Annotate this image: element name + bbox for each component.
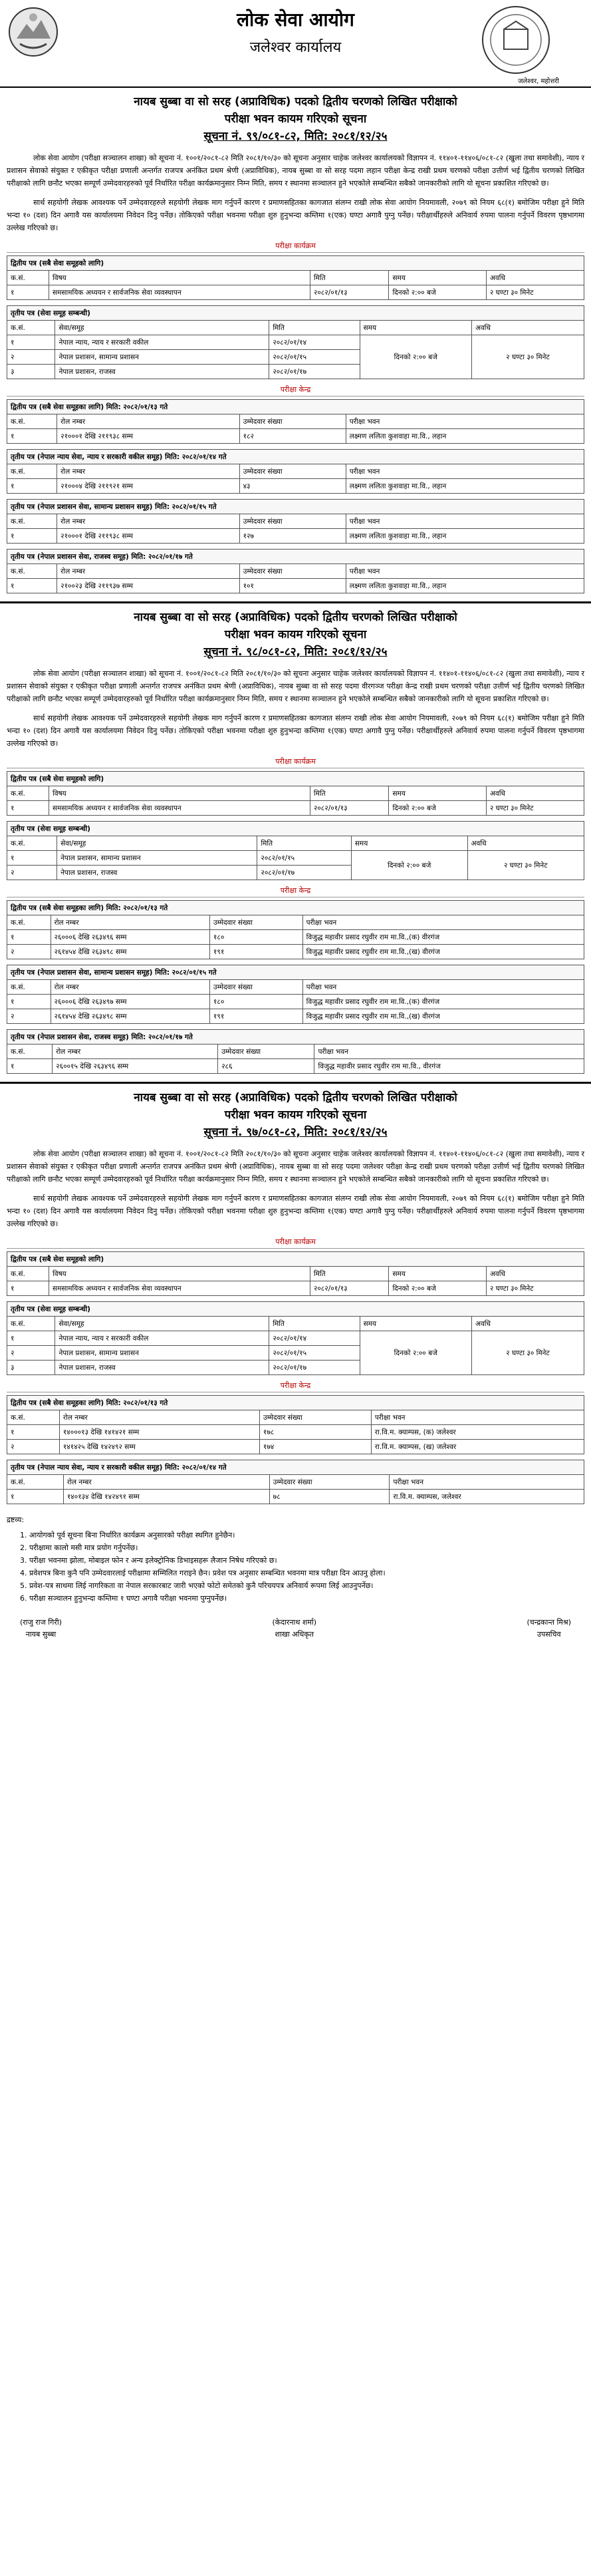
section-row (7, 1396, 584, 1410)
table-cell: क.सं. (7, 786, 49, 801)
table-cell: २ घण्टा ३० मिनेट (486, 801, 584, 816)
table-cell: १४०००१३ देखि १४१४२१ सम्म (59, 1425, 259, 1440)
notice-number: सूचना नं. ९७/०८१-८२, मिति: २०८१/१२/२५ (203, 1126, 388, 1139)
table-cell: तृतीय पत्र (नेपाल प्रशासन सेवा, राजस्व समूह) मिति: २०८२/०१/१७ गते (7, 1030, 584, 1045)
table-cell: उम्मेदवार संख्या (209, 915, 302, 930)
signature-title: उपसचिव (536, 1630, 561, 1639)
schedule-table-paper3 (7, 821, 584, 880)
table-cell: परीक्षा भवन (302, 915, 584, 930)
table-row (7, 529, 584, 544)
table-cell: १ (7, 1425, 60, 1440)
section-row (7, 965, 584, 980)
notices-container (0, 88, 591, 1504)
table-cell: विजुद्ध महावीर प्रसाद रघुवीर राम मा.वि.,(क) वीरगंज (302, 930, 584, 945)
table-cell: २ घण्टा ३० मिनेट (486, 1281, 584, 1296)
table-cell: उम्मेदवार संख्या (239, 414, 346, 429)
table-cell: विजुद्ध महावीर प्रसाद रघुवीर राम मा.वि.,(ख) वीरगंज (302, 945, 584, 959)
note-item: 2. परीक्षामा कालो मसी मात्र प्रयोग गर्नुपर्नेछ। (29, 1541, 584, 1554)
table-cell: २०८२/०१/१७ (269, 1361, 360, 1375)
table-cell: १७८ (259, 1425, 371, 1440)
note-item: 6. परीक्षा सञ्चालन हुनुभन्दा कम्तिमा १ घण्टा अगावै परीक्षा भवनमा पुग्नुपर्नेछ। (29, 1592, 584, 1605)
table-cell: रोल नम्बर (57, 564, 239, 579)
table-cell: १७४ (259, 1440, 371, 1454)
table-row (7, 335, 584, 350)
table-cell: विजुद्ध महावीर प्रसाद रघुवीर राम मा.वि., वीरगंज (314, 1059, 584, 1074)
table-cell: २०८२/०१/१४ (269, 1331, 360, 1346)
table-cell: उम्मेदवार संख्या (269, 1475, 390, 1490)
table-cell: सेवा/समूह (57, 836, 257, 851)
table-cell: २८६ (218, 1059, 314, 1074)
header-row (7, 1045, 584, 1059)
table-cell: २०८२/०१/१५ (269, 1346, 360, 1361)
table-row (7, 1331, 584, 1346)
table-cell: १ (7, 479, 57, 494)
table-cell: परीक्षा भवन (346, 564, 584, 579)
signature (527, 1617, 571, 1641)
header-row (7, 980, 584, 995)
table-cell: २०८२/०१/१५ (257, 851, 351, 866)
notes-list (7, 1529, 584, 1605)
table-cell: क.सं. (7, 514, 57, 529)
table-cell: २१०००१ देखि २११९३८ सम्म (57, 529, 239, 544)
table-cell: समय (351, 836, 467, 851)
section-row (7, 256, 584, 271)
table-cell: तृतीय पत्र (नेपाल न्याय सेवा, न्याय र सरकारी वकील समूह) मिति: २०८२/०१/१४ गते (7, 1460, 584, 1475)
table-cell: तृतीय पत्र (नेपाल प्रशासन सेवा, राजस्व समूह) मिति: २०८२/०१/१७ गते (7, 550, 584, 564)
table-cell: क.सं. (7, 980, 51, 995)
table-cell: विषय (49, 786, 310, 801)
table-cell: परीक्षा भवन (302, 980, 584, 995)
header (0, 0, 591, 88)
table-cell: नेपाल प्रशासन, सामान्य प्रशासन (55, 1346, 269, 1361)
table-cell: नेपाल प्रशासन, सामान्य प्रशासन (57, 851, 257, 866)
table-cell: दिनको २:०० बजे (389, 1281, 486, 1296)
exam-center-heading: परीक्षा केन्द्र (7, 385, 584, 397)
table-cell: दिनको २:०० बजे (389, 285, 486, 300)
table-cell: उम्मेदवार संख्या (239, 464, 346, 479)
section-row (7, 450, 584, 464)
table-cell: २०८२/०१/१७ (257, 866, 351, 880)
table-cell: २६१४५४ देखि २६३४९८ सम्म (51, 945, 209, 959)
table-cell: द्वितीय पत्र (सबै सेवा समूहका लागि) मिति: २०८२/०१/१३ गते (7, 901, 584, 915)
table-cell: १ (7, 851, 57, 866)
table-cell: उम्मेदवार संख्या (239, 514, 346, 529)
table-cell: १ (7, 285, 49, 300)
office-subtitle: जलेश्वर कार्यालय (249, 39, 342, 56)
header-row (7, 1267, 584, 1281)
notice-3 (0, 1084, 591, 1504)
table-cell: क.सं. (7, 1045, 53, 1059)
section-row (7, 400, 584, 414)
table-cell: तृतीय पत्र (नेपाल प्रशासन सेवा, सामान्य प्रशासन समूह) मिति: २०८२/०१/१५ गते (7, 965, 584, 980)
table-cell: २ (7, 866, 57, 880)
table-cell: द्वितीय पत्र (सबै सेवा समूहका लागि) मिति: २०८२/०१/१३ गते (7, 400, 584, 414)
schedule-heading: परीक्षा कार्यक्रम (7, 241, 584, 253)
table-cell: मिति (310, 271, 389, 285)
notice-subtitle: परीक्षा भवन कायम गरिएको सूचना (224, 1108, 367, 1122)
psc-seal-icon (481, 5, 551, 75)
header-row (7, 915, 584, 930)
table-cell: मिति (310, 786, 389, 801)
table-cell: १८२ (239, 429, 346, 444)
notice-paragraph: लोक सेवा आयोग (परीक्षा सञ्चालन शाखा) को सूचना नं. १००१/२०८१-८२ मिति २०८१/१०/३० को सूचना अनुसार चाहेक जलेश्वर कार्यालयको विज्ञापन नं. ११४०१-११४०६/०८१-८२ (खुला तथा समावेशी), न्याय र प्रशासन सेवाको संयुक्त र एकीकृत परीक्षा प्रणाली अन्तर्गत राजपत्र अनंकित प्रथम श्रेणी (अप्राविधिक), नायब सुब्बा वा सो सरह पदमा वीरगञ्ज परीक्षा केन्द्र राखी प्रथम चरणको परीक्षा उत्तीर्ण भई द्वितीय चरणको लिखित परीक्षाको लागि छनौट भएका सम्पूर्ण उम्मेदवारहरुको पूर्व निर्धारित परीक्षा कार्यक्रमानुसार निम्न मिति, समय र स्थानमा सञ्चालन हुने भएकोले सम्बन्धित सबैको जानकारीको लागि यो सूचना प्रकाशित गरिएको छ। (7, 669, 584, 703)
table-cell: समसामयिक अध्ययन र सार्वजनिक सेवा व्यवस्थापन (49, 1281, 310, 1296)
note-item: 3. परीक्षा भवनमा झोला, मोबाइल फोन र अन्य इलेक्ट्रोनिक डिभाइसहरू लैजान निषेध गरिएको छ। (29, 1554, 584, 1567)
table-cell: नेपाल न्याय, न्याय र सरकारी वकील (55, 1331, 269, 1346)
table-cell: अवधि (486, 786, 584, 801)
table-cell: २६००१५ देखि २६३४९६ सम्म (53, 1059, 218, 1074)
section-row (7, 1252, 584, 1267)
hall-table (7, 499, 584, 544)
table-cell: २१०००४ देखि २११९२१ सम्म (57, 479, 239, 494)
table-cell: ७८ (269, 1490, 390, 1504)
table-row (7, 1281, 584, 1296)
table-row (7, 1490, 584, 1504)
note-item: 5. प्रवेश-पत्र साथमा लिई नागरिकता वा नेपाल सरकारबाट जारी भएको फोटो समेतको कुनै परिचयपत्र अनिवार्य रूपमा लिई आउनुपर्नेछ। (29, 1579, 584, 1592)
header-row (7, 464, 584, 479)
hall-table (7, 549, 584, 593)
table-cell: मिति (257, 836, 351, 851)
exam-center-heading: परीक्षा केन्द्र (7, 886, 584, 897)
table-cell: समय (360, 1317, 471, 1331)
section-row (7, 306, 584, 321)
table-cell: २ (7, 350, 55, 365)
table-cell: २०८२/०१/१७ (269, 365, 360, 379)
table-row (7, 995, 584, 1009)
table-cell: २१००२३ देखि २११९३७ सम्म (57, 579, 239, 593)
signature-name: (चन्द्रकान्त मिश्र) (527, 1618, 571, 1627)
table-cell: २ (7, 1009, 51, 1024)
table-cell: १ (7, 1059, 53, 1074)
table-cell: अवधि (486, 1267, 584, 1281)
section-row (7, 772, 584, 786)
table-cell: रा.वि.म. क्याम्पस, जलेश्वर (390, 1490, 584, 1504)
table-cell: परीक्षा भवन (390, 1475, 584, 1490)
header-row (7, 786, 584, 801)
table-cell: द्वितीय पत्र (सबै सेवा समूहका लागि) मिति: २०८२/०१/१३ गते (7, 1396, 584, 1410)
table-cell: २ घण्टा ३० मिनेट (467, 851, 584, 880)
table-cell: २६०००६ देखि २६३४९६ सम्म (51, 930, 209, 945)
table-cell: मिति (269, 1317, 360, 1331)
header-row (7, 271, 584, 285)
table-cell: उम्मेदवार संख्या (209, 980, 302, 995)
table-cell: नेपाल प्रशासन, राजस्व (55, 365, 269, 379)
notice-subtitle: परीक्षा भवन कायम गरिएको सूचना (224, 112, 367, 126)
table-cell: क.सं. (7, 915, 51, 930)
schedule-table-paper2 (7, 1251, 584, 1296)
header-row (7, 564, 584, 579)
table-row (7, 579, 584, 593)
signature-title: शाखा अधिकृत (275, 1630, 314, 1639)
signature (272, 1617, 316, 1641)
notice-paragraph: सार्थ सहयोगी लेखक आवश्यक पर्ने उम्मेदवारहरुले सहयोगी लेखक माग गर्नुपर्ने कारण र प्रमाणसहितका कागजात संलग्न राखी लोक सेवा आयोग नियमावली, २०७९ को नियम ६८(१) बमोजिम परीक्षा हुने मिति भन्दा १० (दश) दिन अगावै यस कार्यालयमा निवेदन दिनु पर्नेछ। तोकिएको परीक्षा भवनमा परीक्षा शुरु हुनुभन्दा कम्तिमा १(एक) घण्टा अगावै पुग्नु पर्नेछ। परीक्षार्थीहरुले अनिवार्य रुपमा पालना गर्नुपर्ने विवरण पृष्ठभागमा उल्लेख गरिएको छ। (7, 714, 584, 748)
table-cell: तृतीय पत्र (सेवा समूह सम्बन्धी) (7, 306, 584, 321)
table-cell: रोल नम्बर (63, 1475, 269, 1490)
notice-title: नायब सुब्बा वा सो सरह (अप्राविधिक) पदको द्वितीय चरणको लिखित परीक्षाको (134, 1091, 457, 1104)
schedule-table-paper2 (7, 771, 584, 816)
table-row (7, 851, 584, 866)
table-cell: २६०००६ देखि २६३४९७ सम्म (51, 995, 209, 1009)
schedule-heading: परीक्षा कार्यक्रम (7, 1237, 584, 1249)
header-row (7, 514, 584, 529)
hall-table (7, 449, 584, 494)
table-cell: १ (7, 1281, 49, 1296)
table-cell: रोल नम्बर (57, 414, 239, 429)
table-cell: द्वितीय पत्र (सबै सेवा समूहको लागि) (7, 772, 584, 786)
table-cell: परीक्षा भवन (371, 1410, 584, 1425)
table-cell: २ (7, 945, 51, 959)
header-row (7, 321, 584, 335)
header-row (7, 1410, 584, 1425)
table-cell: परीक्षा भवन (314, 1045, 584, 1059)
table-cell: नेपाल प्रशासन, राजस्व (57, 866, 257, 880)
table-cell: मिति (310, 1267, 389, 1281)
table-cell: लक्ष्मण ललिता कुशवाहा मा.वि., लहान (346, 529, 584, 544)
table-row (7, 930, 584, 945)
table-cell: १ (7, 429, 57, 444)
table-cell: २१०००१ देखि २११९३८ सम्म (57, 429, 239, 444)
notice-paragraph: सार्थ सहयोगी लेखक आवश्यक पर्ने उम्मेदवारहरुले सहयोगी लेखक माग गर्नुपर्ने कारण र प्रमाणसहितका कागजात संलग्न राखी लोक सेवा आयोग नियमावली, २०७९ को नियम ६८(१) बमोजिम परीक्षा हुने मिति भन्दा १० (दश) दिन अगावै यस कार्यालयमा निवेदन दिनु पर्नेछ। तोकिएको परीक्षा भवनमा परीक्षा शुरु हुनुभन्दा कम्तिमा १(एक) घण्टा अगावै पुग्नु पर्नेछ। परीक्षार्थीहरुले अनिवार्य रुपमा पालना गर्नुपर्ने विवरण पृष्ठभागमा उल्लेख गरिएको छ। (7, 1194, 584, 1228)
table-cell: २६१४५४ देखि २६३४९८ सम्म (51, 1009, 209, 1024)
table-cell: क.सं. (7, 1267, 49, 1281)
notice-subtitle: परीक्षा भवन कायम गरिएको सूचना (224, 628, 367, 641)
table-cell: २ घण्टा ३० मिनेट (471, 1331, 584, 1375)
table-cell: क.सं. (7, 321, 55, 335)
table-cell: १ (7, 579, 57, 593)
table-cell: क.सं. (7, 1410, 60, 1425)
hall-table (7, 399, 584, 444)
table-cell: १०१ (239, 579, 346, 593)
notice-1 (0, 88, 591, 593)
header-row (7, 1475, 584, 1490)
table-cell: २०८२/०१/१३ (310, 801, 389, 816)
table-cell: उम्मेदवार संख्या (239, 564, 346, 579)
notice-paragraph: सार्थ सहयोगी लेखक आवश्यक पर्ने उम्मेदवारहरुले सहयोगी लेखक माग गर्नुपर्ने कारण र प्रमाणसहितका कागजात संलग्न राखी लोक सेवा आयोग नियमावली, २०७९ को नियम ६८(१) बमोजिम परीक्षा हुने मिति भन्दा १० (दश) दिन अगावै यस कार्यालयमा निवेदन दिनु पर्नेछ। तोकिएको परीक्षा भवनमा परीक्षा शुरु हुनुभन्दा कम्तिमा १(एक) घण्टा अगावै पुग्नु पर्नेछ। परीक्षार्थीहरुले अनिवार्य रुपमा पालना गर्नुपर्ने विवरण पृष्ठभागमा उल्लेख गरिएको छ। (7, 198, 584, 232)
table-cell: मिति (269, 321, 360, 335)
table-cell: क.सं. (7, 1475, 64, 1490)
table-cell: समय (389, 786, 486, 801)
table-cell: १ (7, 1490, 64, 1504)
table-cell: १८० (209, 930, 302, 945)
section-row (7, 1030, 584, 1045)
table-cell: १ (7, 995, 51, 1009)
signature-name: (राजु राज गिरी) (20, 1618, 62, 1627)
table-cell: १ (7, 801, 49, 816)
table-cell: २०८२/०१/१३ (310, 285, 389, 300)
section-row (7, 550, 584, 564)
signature-title: नायब सुब्बा (25, 1630, 57, 1639)
schedule-table-paper3 (7, 1301, 584, 1375)
table-cell: २ घण्टा ३० मिनेट (486, 285, 584, 300)
table-cell: परीक्षा भवन (346, 464, 584, 479)
table-cell: नेपाल प्रशासन, सामान्य प्रशासन (55, 350, 269, 365)
header-row (7, 414, 584, 429)
table-cell: सेवा/समूह (55, 1317, 269, 1331)
table-row (7, 1425, 584, 1440)
table-cell: अवधि (467, 836, 584, 851)
table-cell: रोल नम्बर (57, 514, 239, 529)
table-cell: विषय (49, 1267, 310, 1281)
header-row (7, 1317, 584, 1331)
table-cell: २०८२/०१/१४ (269, 335, 360, 350)
notice-number: सूचना नं. ९८/०८१-८२, मिति: २०८१/१२/२५ (203, 645, 388, 659)
table-cell: तृतीय पत्र (नेपाल प्रशासन सेवा, सामान्य प्रशासन समूह) मिति: २०८२/०१/१५ गते (7, 500, 584, 514)
notice-title: नायब सुब्बा वा सो सरह (अप्राविधिक) पदको द्वितीय चरणको लिखित परीक्षाको (134, 95, 457, 108)
table-cell: रोल नम्बर (51, 980, 209, 995)
table-cell: नेपाल न्याय, न्याय र सरकारी वकील (55, 335, 269, 350)
table-cell: तृतीय पत्र (सेवा समूह सम्बन्धी) (7, 822, 584, 836)
table-cell: समसामयिक अध्ययन र सार्वजनिक सेवा व्यवस्थापन (49, 801, 310, 816)
table-cell: दिनको २:०० बजे (360, 1331, 471, 1375)
table-cell: लक्ष्मण ललिता कुशवाहा मा.वि., लहान (346, 479, 584, 494)
hall-table (7, 1029, 584, 1074)
table-cell: अवधि (471, 1317, 584, 1331)
table-cell: रोल नम्बर (53, 1045, 218, 1059)
schedule-table-paper3 (7, 305, 584, 379)
table-row (7, 1059, 584, 1074)
table-cell: समसामयिक अध्ययन र सार्वजनिक सेवा व्यवस्थापन (49, 285, 310, 300)
table-cell: अवधि (471, 321, 584, 335)
table-cell: सेवा/समूह (55, 321, 269, 335)
table-cell: १४१४२५ देखि १४२४९२ सम्म (59, 1440, 259, 1454)
table-cell: ३ (7, 1361, 55, 1375)
table-row (7, 1009, 584, 1024)
table-cell: १ (7, 930, 51, 945)
schedule-heading: परीक्षा कार्यक्रम (7, 756, 584, 768)
hall-table (7, 965, 584, 1024)
table-cell: रोल नम्बर (51, 915, 209, 930)
section-row (7, 500, 584, 514)
table-cell: क.सं. (7, 414, 57, 429)
header-row (7, 836, 584, 851)
notice-paragraph: लोक सेवा आयोग (परीक्षा सञ्चालन शाखा) को सूचना नं. १००१/२०८१-८२ मिति २०८१/१०/३० को सूचना अनुसार चाहेक जलेश्वर कार्यालयको विज्ञापन नं. ११४०१-११४०६/०८१-८२ (खुला तथा समावेशी), न्याय र प्रशासन सेवाको संयुक्त र एकीकृत परीक्षा प्रणाली अन्तर्गत राजपत्र अनंकित प्रथम श्रेणी (अप्राविधिक), नायब सुब्बा वा सो सरह पदमा जलेश्वर परीक्षा केन्द्र राखी प्रथम चरणको परीक्षा उत्तीर्ण भई द्वितीय चरणको लिखित परीक्षाको लागि छनौट भएका सम्पूर्ण उम्मेदवारहरुको पूर्व निर्धारित परीक्षा कार्यक्रमानुसार निम्न मिति, समय र स्थानमा सञ्चालन हुने भएकोले सम्बन्धित सबैको जानकारीको लागि यो सूचना प्रकाशित गरिएको छ। (7, 1150, 584, 1184)
table-cell: १ (7, 335, 55, 350)
office-title: लोक सेवा आयोग (237, 9, 354, 31)
table-cell: समय (389, 271, 486, 285)
table-row (7, 1440, 584, 1454)
table-cell: २ (7, 1440, 60, 1454)
signature (20, 1617, 62, 1641)
note-item: 4. प्रवेशपत्र बिना कुनै पनि उम्मेदवारलाई परीक्षामा सम्मिलित गराइने छैन। प्रवेश पत्र अनुसार सम्बन्धित भवनमा मात्र परीक्षा दिन आउनु होला। (29, 1567, 584, 1579)
table-row (7, 801, 584, 816)
table-cell: क.सं. (7, 271, 49, 285)
schedule-table-paper2 (7, 255, 584, 300)
table-cell: १२७ (239, 529, 346, 544)
table-cell: क.सं. (7, 836, 57, 851)
table-cell: विजुद्ध महावीर प्रसाद रघुवीर राम मा.वि.,(क) वीरगंज (302, 995, 584, 1009)
table-cell: अवधि (486, 271, 584, 285)
table-row (7, 285, 584, 300)
table-cell: दिनको २:०० बजे (351, 851, 467, 880)
table-cell: रा.वि.म. क्याम्पस, (ख) जलेश्वर (371, 1440, 584, 1454)
table-cell: १४०१३४ देखि १४२४९१ सम्म (63, 1490, 269, 1504)
table-cell: क.सं. (7, 464, 57, 479)
signature-block (0, 1609, 591, 1641)
table-cell: रा.वि.म. क्याम्पस, (क) जलेश्वर (371, 1425, 584, 1440)
table-cell: १ (7, 1331, 55, 1346)
table-cell: लक्ष्मण ललिता कुशवाहा मा.वि., लहान (346, 579, 584, 593)
table-row (7, 945, 584, 959)
table-cell: १९१ (209, 1009, 302, 1024)
table-cell: १८० (209, 995, 302, 1009)
table-row (7, 479, 584, 494)
table-cell: नेपाल प्रशासन, राजस्व (55, 1361, 269, 1375)
notice-number: सूचना नं. ९९/०८१-८२, मिति: २०८१/१२/२५ (203, 130, 388, 143)
table-row (7, 429, 584, 444)
table-cell: द्वितीय पत्र (सबै सेवा समूहको लागि) (7, 1252, 584, 1267)
section-row (7, 901, 584, 915)
table-cell: १ (7, 529, 57, 544)
table-cell: दिनको २:०० बजे (360, 335, 471, 379)
table-cell: २ घण्टा ३० मिनेट (471, 335, 584, 379)
seal-caption: जलेश्वर, महोत्तरी (518, 78, 559, 85)
table-cell: क.सं. (7, 564, 57, 579)
table-cell: क.सं. (7, 1317, 55, 1331)
notice-title: नायब सुब्बा वा सो सरह (अप्राविधिक) पदको द्वितीय चरणको लिखित परीक्षाको (134, 611, 457, 624)
table-cell: विषय (49, 271, 310, 285)
table-cell: २ (7, 1346, 55, 1361)
table-cell: उम्मेदवार संख्या (259, 1410, 371, 1425)
table-cell: रोल नम्बर (59, 1410, 259, 1425)
section-row (7, 1302, 584, 1317)
table-cell: दिनको २:०० बजे (389, 801, 486, 816)
hall-table (7, 1395, 584, 1454)
notice-paragraph: लोक सेवा आयोग (परीक्षा सञ्चालन शाखा) को सूचना नं. १००१/२०८१-८२ मिति २०८१/१०/३० को सूचना अनुसार चाहेक जलेश्वर कार्यालयको विज्ञापन नं. ११४०१-११४०६/०८१-८२ (खुला तथा समावेशी), न्याय र प्रशासन सेवाको संयुक्त र एकीकृत परीक्षा प्रणाली अन्तर्गत राजपत्र अनंकित प्रथम श्रेणी (अप्राविधिक), नायब सुब्बा वा सो सरह पदमा लहान परीक्षा केन्द्र राखी प्रथम चरणको परीक्षा उत्तीर्ण भई द्वितीय चरणको लिखित परीक्षाको लागि छनौट भएका सम्पूर्ण उम्मेदवारहरुको पूर्व निर्धारित परीक्षा कार्यक्रमानुसार निम्न मिति, समय र स्थानमा सञ्चालन हुने भएकोले सम्बन्धित सबैको जानकारीको लागि यो सूचना प्रकाशित गरिएको छ। (7, 154, 584, 188)
table-cell: विजुद्ध महावीर प्रसाद रघुवीर राम मा.वि.,(ख) वीरगंज (302, 1009, 584, 1024)
signature-name: (केदारनाथ शर्मा) (272, 1618, 317, 1627)
table-cell: २०८२/०१/१५ (269, 350, 360, 365)
table-cell: परीक्षा भवन (346, 414, 584, 429)
hall-table (7, 900, 584, 959)
note-item: 1. आयोगको पूर्व सूचना बिना निर्धारित कार्यक्रम अनुसारको परीक्षा स्थगित हुनेछैन। (29, 1529, 584, 1541)
table-cell: समय (389, 1267, 486, 1281)
table-cell: ४३ (239, 479, 346, 494)
table-cell: द्वितीय पत्र (सबै सेवा समूहको लागि) (7, 256, 584, 271)
section-row (7, 822, 584, 836)
notes-section (0, 1510, 591, 1609)
exam-center-heading: परीक्षा केन्द्र (7, 1380, 584, 1392)
section-row (7, 1460, 584, 1475)
table-cell: २०८२/०१/१३ (310, 1281, 389, 1296)
table-cell: परीक्षा भवन (346, 514, 584, 529)
notice-2 (0, 603, 591, 1074)
hall-table (7, 1460, 584, 1504)
table-cell: १९१ (209, 945, 302, 959)
table-cell: तृतीय पत्र (नेपाल न्याय सेवा, न्याय र सरकारी वकील समूह) मिति: २०८२/०१/१४ गते (7, 450, 584, 464)
table-cell: समय (360, 321, 471, 335)
table-cell: रोल नम्बर (57, 464, 239, 479)
table-cell: तृतीय पत्र (सेवा समूह सम्बन्धी) (7, 1302, 584, 1317)
notes-label: द्रष्टव्य: (7, 1516, 25, 1524)
table-cell: लक्ष्मण ललिता कुशवाहा मा.वि., लहान (346, 429, 584, 444)
table-cell: उम्मेदवार संख्या (218, 1045, 314, 1059)
table-cell: ३ (7, 365, 55, 379)
